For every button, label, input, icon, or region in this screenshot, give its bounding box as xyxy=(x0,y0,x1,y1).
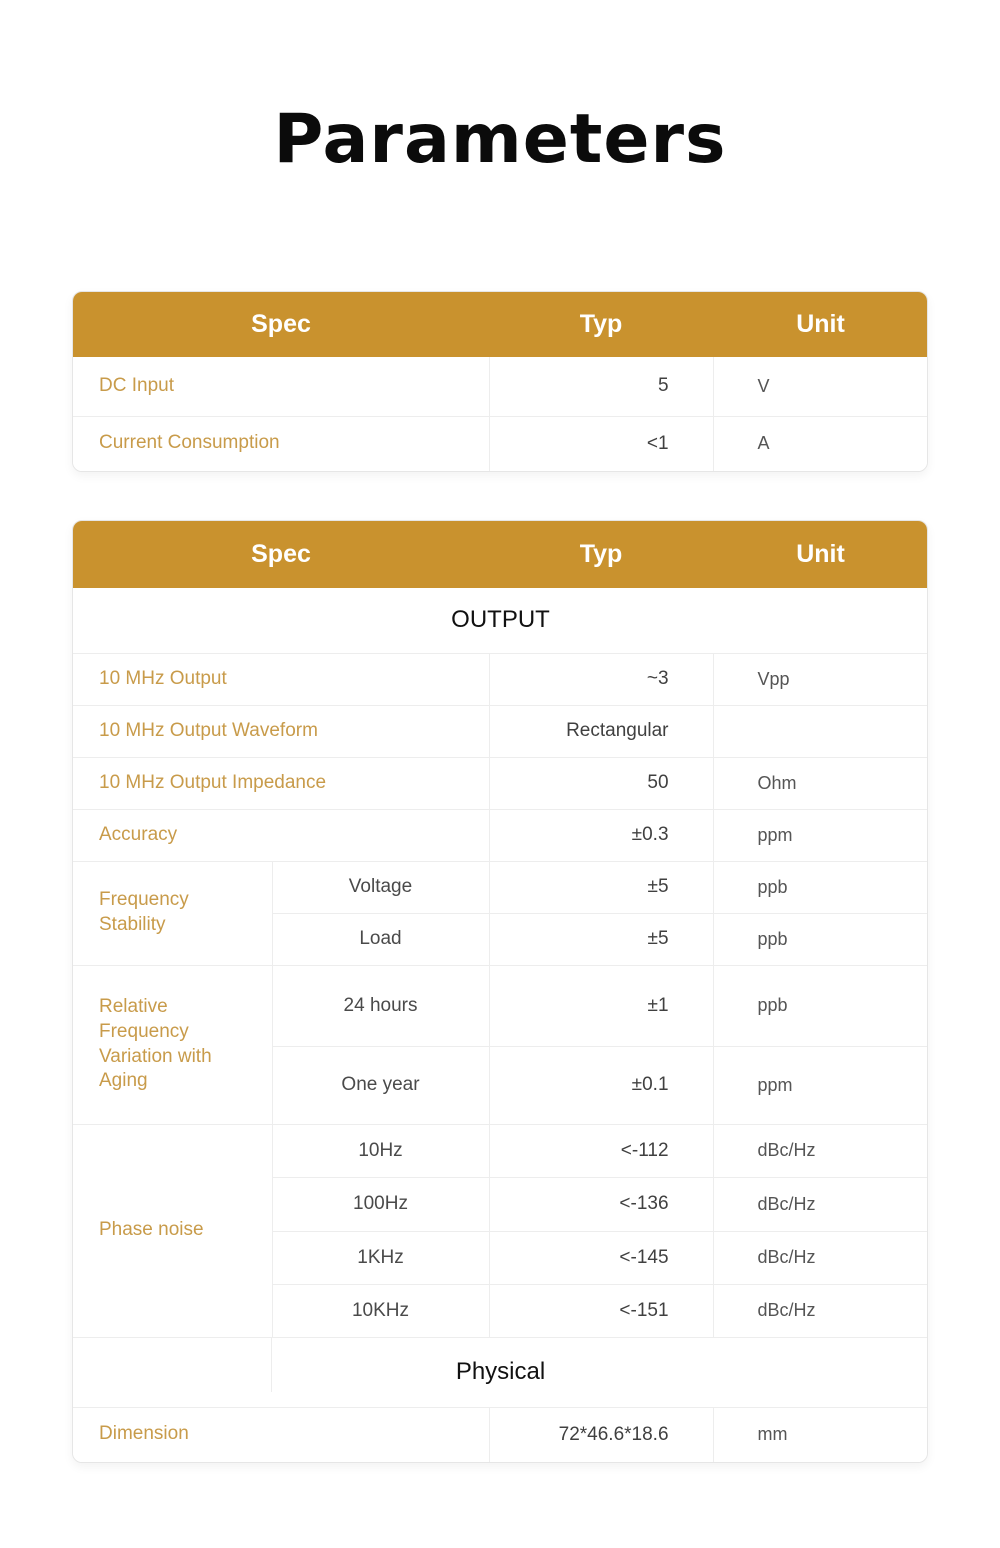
unit-value: Vpp xyxy=(713,653,928,705)
unit-value: dBc/Hz xyxy=(713,1231,928,1284)
col-header-typ: Typ xyxy=(489,521,713,588)
typ-value: 50 xyxy=(489,757,713,809)
table-row xyxy=(73,757,928,809)
col-header-spec: Spec xyxy=(73,521,489,588)
table-row xyxy=(73,357,928,416)
unit-value: dBc/Hz xyxy=(713,1124,928,1177)
typ-value: ±0.3 xyxy=(489,809,713,861)
unit-value: A xyxy=(713,416,928,471)
typ-value: 5 xyxy=(489,357,713,416)
spec-group-label: Relative Frequency Variation with Aging xyxy=(73,965,272,1124)
spec-label: Dimension xyxy=(73,1407,489,1462)
spec-label: DC Input xyxy=(73,357,489,416)
unit-value: mm xyxy=(713,1407,928,1462)
table-row xyxy=(73,1124,928,1177)
typ-value: ±0.1 xyxy=(489,1046,713,1124)
page-title: Parameters xyxy=(273,100,727,179)
spec-label: 10 MHz Output Impedance xyxy=(73,757,489,809)
unit-value xyxy=(713,705,928,757)
spec-label: 10 MHz Output Waveform xyxy=(73,705,489,757)
unit-value: V xyxy=(713,357,928,416)
typ-value: <1 xyxy=(489,416,713,471)
typ-value: ~3 xyxy=(489,653,713,705)
unit-value: ppm xyxy=(713,1046,928,1124)
unit-value: dBc/Hz xyxy=(713,1284,928,1337)
output-spec-table xyxy=(72,520,928,1463)
typ-value: <-151 xyxy=(489,1284,713,1337)
unit-value: dBc/Hz xyxy=(713,1177,928,1231)
spec-label: Current Consumption xyxy=(73,416,489,471)
table-row xyxy=(73,809,928,861)
condition-label: 1KHz xyxy=(272,1231,489,1284)
table-row xyxy=(73,965,928,1046)
col-header-unit: Unit xyxy=(713,521,928,588)
col-header-spec: Spec xyxy=(73,292,489,357)
unit-value: ppb xyxy=(713,965,928,1046)
table-row xyxy=(73,1407,928,1462)
unit-value: ppm xyxy=(713,809,928,861)
spec-group-label: Frequency Stability xyxy=(73,861,272,965)
spec-label: Accuracy xyxy=(73,809,489,861)
condition-label: Load xyxy=(272,913,489,965)
typ-value: <-136 xyxy=(489,1177,713,1231)
condition-label: 10Hz xyxy=(272,1124,489,1177)
typ-value: Rectangular xyxy=(489,705,713,757)
table-row xyxy=(73,705,928,757)
unit-value: ppb xyxy=(713,913,928,965)
table-row xyxy=(73,416,928,471)
table-header-row xyxy=(73,521,928,588)
table-row xyxy=(73,861,928,913)
typ-value: ±5 xyxy=(489,913,713,965)
spec-group-label: Phase noise xyxy=(73,1124,272,1337)
unit-value: ppb xyxy=(713,861,928,913)
unit-value: Ohm xyxy=(713,757,928,809)
condition-label: 24 hours xyxy=(272,965,489,1046)
section-row-output xyxy=(73,588,928,653)
condition-label: One year xyxy=(272,1046,489,1124)
typ-value: 72*46.6*18.6 xyxy=(489,1407,713,1462)
section-row-physical xyxy=(73,1337,928,1407)
col-header-unit: Unit xyxy=(713,292,928,357)
condition-label: Voltage xyxy=(272,861,489,913)
spec-label: 10 MHz Output xyxy=(73,653,489,705)
power-spec-table xyxy=(72,291,928,472)
condition-label: 10KHz xyxy=(272,1284,489,1337)
typ-value: ±5 xyxy=(489,861,713,913)
condition-label: 100Hz xyxy=(272,1177,489,1231)
typ-value: <-112 xyxy=(489,1124,713,1177)
typ-value: <-145 xyxy=(489,1231,713,1284)
typ-value: ±1 xyxy=(489,965,713,1046)
table-row xyxy=(73,653,928,705)
col-header-typ: Typ xyxy=(489,292,713,357)
section-title-physical: Physical xyxy=(73,1337,928,1407)
table-header-row xyxy=(73,292,928,357)
section-title-output: OUTPUT xyxy=(73,588,928,653)
